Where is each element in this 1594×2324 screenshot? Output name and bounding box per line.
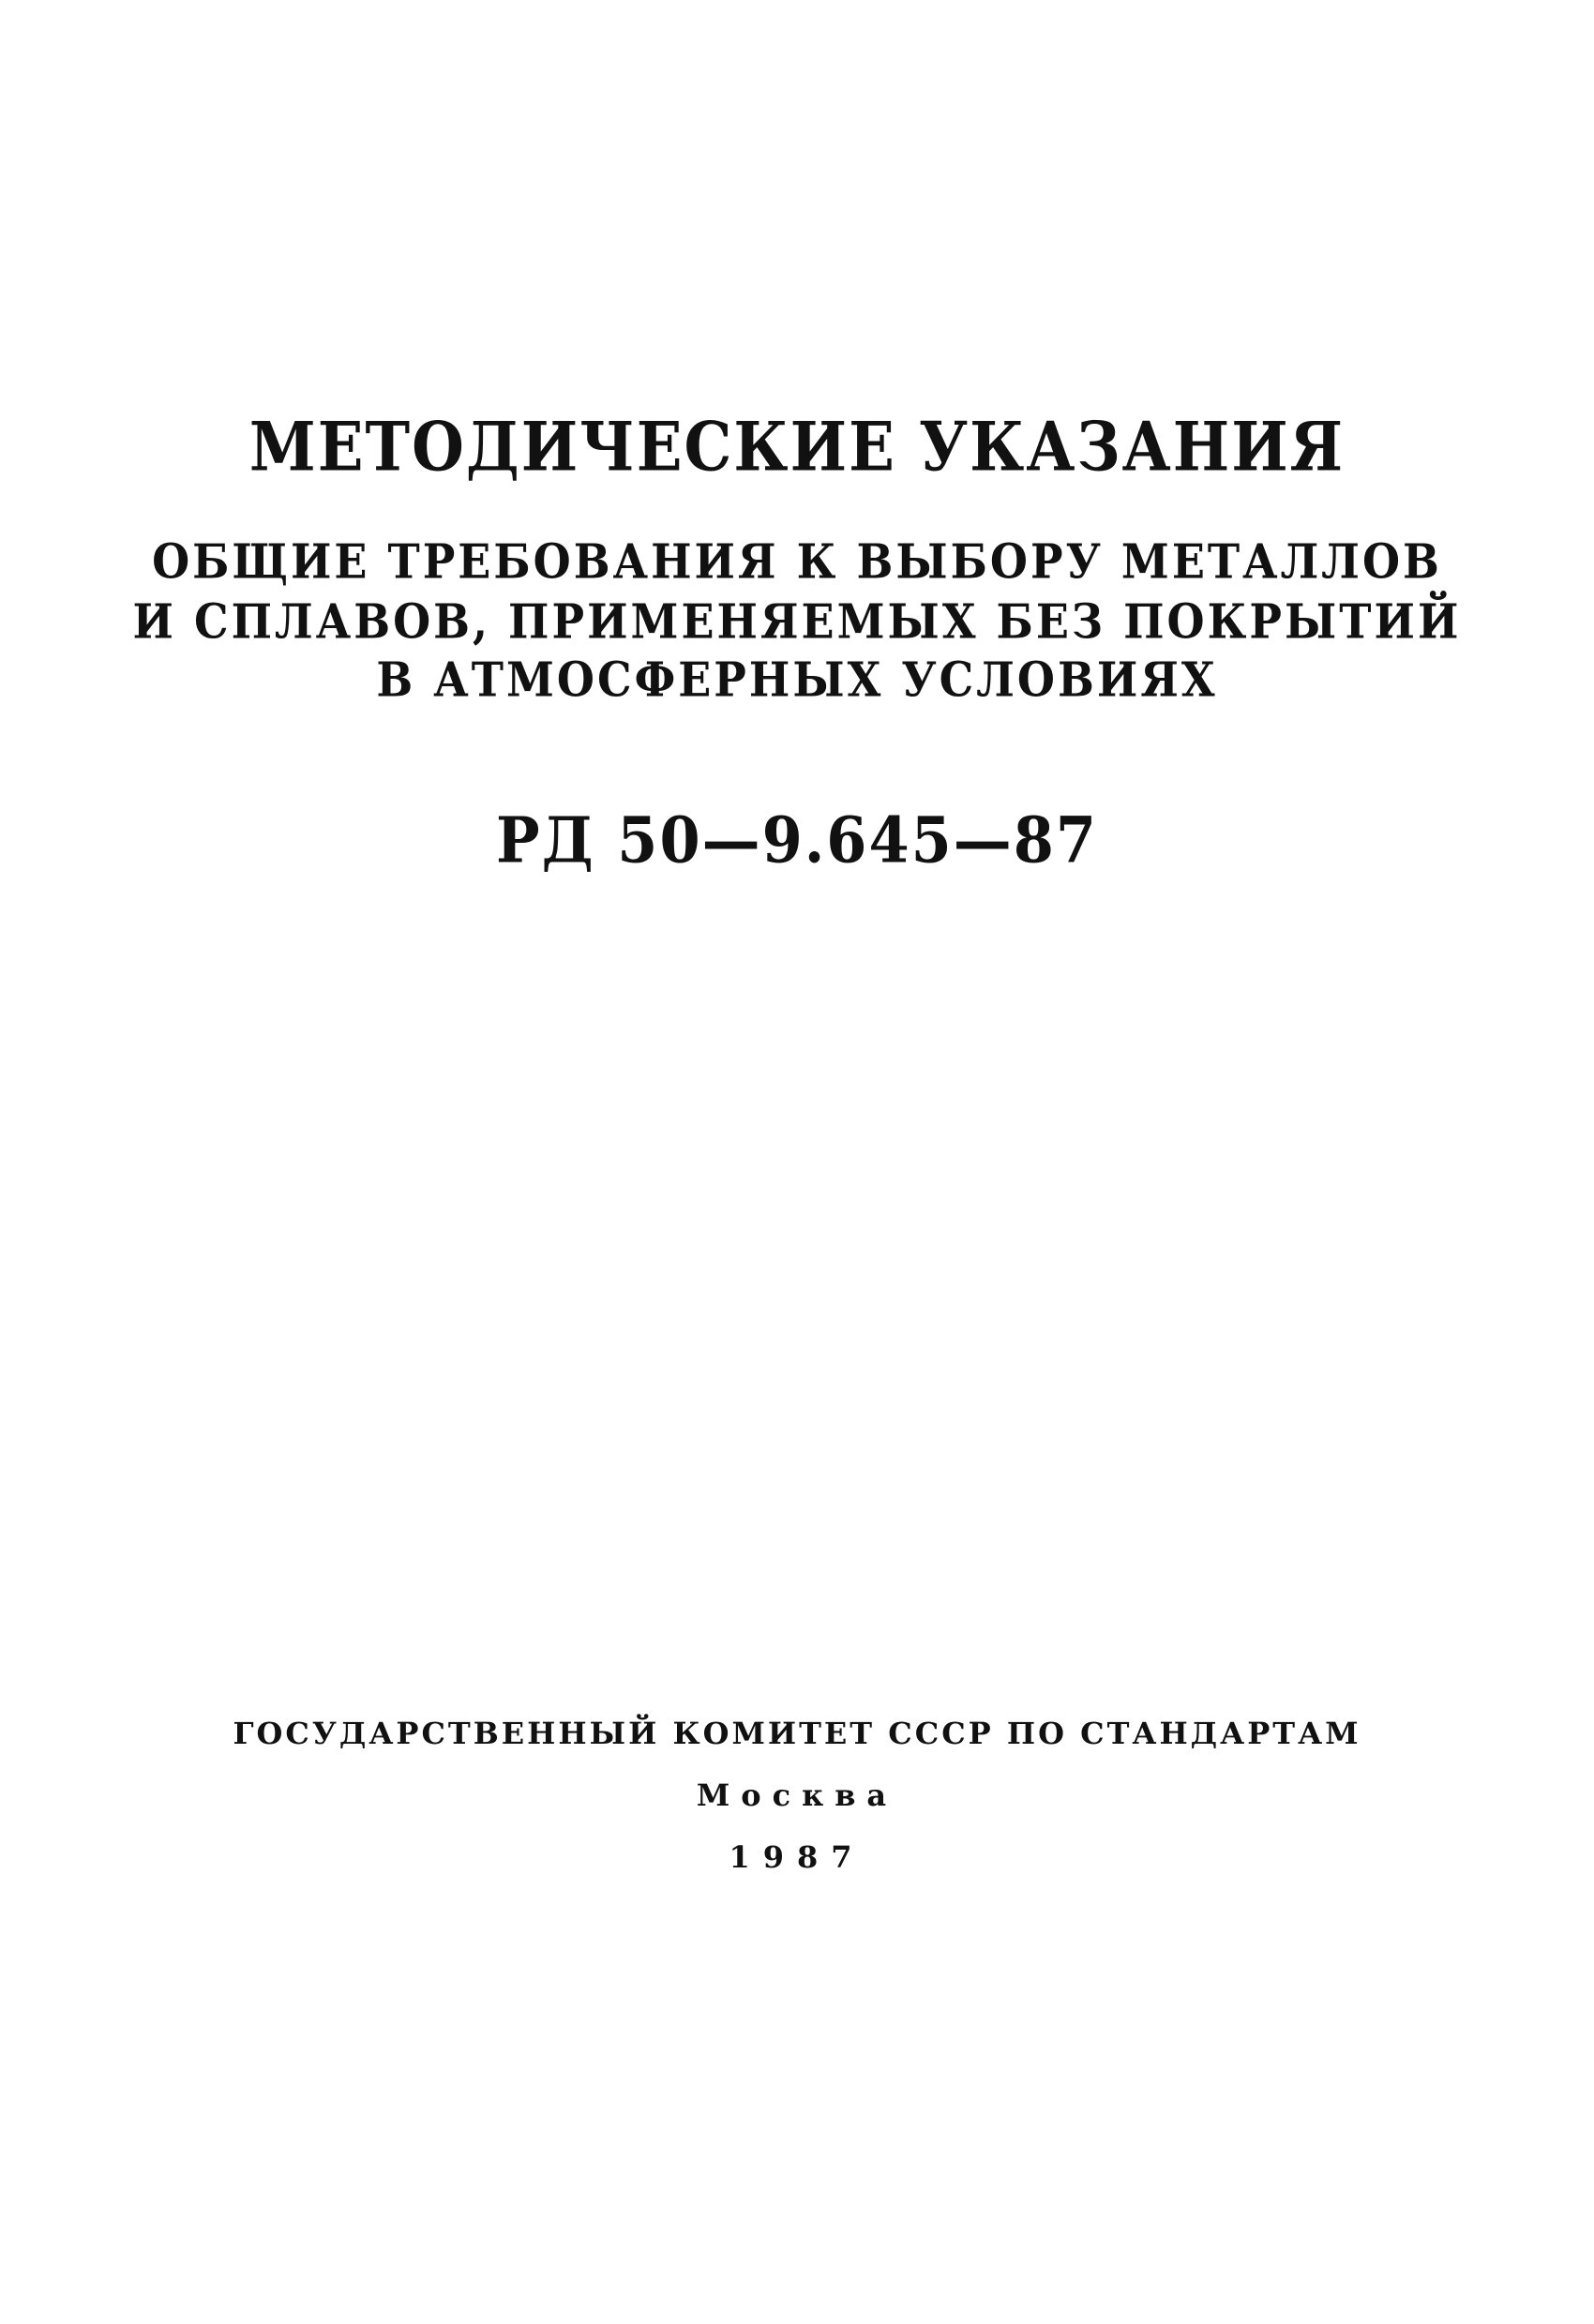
subtitle-line-3: В АТМОСФЕРНЫХ УСЛОВИЯХ	[376, 652, 1218, 708]
publication-year: 1987	[729, 1839, 865, 1875]
document-number: РД 50—9.645—87	[495, 803, 1099, 877]
subtitle-line-2: И СПЛАВОВ, ПРИМЕНЯЕМЫХ БЕЗ ПОКРЫТИЙ	[132, 593, 1462, 650]
publication-city: Москва	[696, 1777, 898, 1813]
subtitle-line-1: ОБЩИЕ ТРЕБОВАНИЯ К ВЫБОРУ МЕТАЛЛОВ	[152, 533, 1442, 590]
main-title: МЕТОДИЧЕСКИЕ УКАЗАНИЯ	[248, 408, 1346, 487]
publisher: ГОСУДАРСТВЕННЫЙ КОМИТЕТ СССР ПО СТАНДАРТАМ	[233, 1716, 1361, 1751]
